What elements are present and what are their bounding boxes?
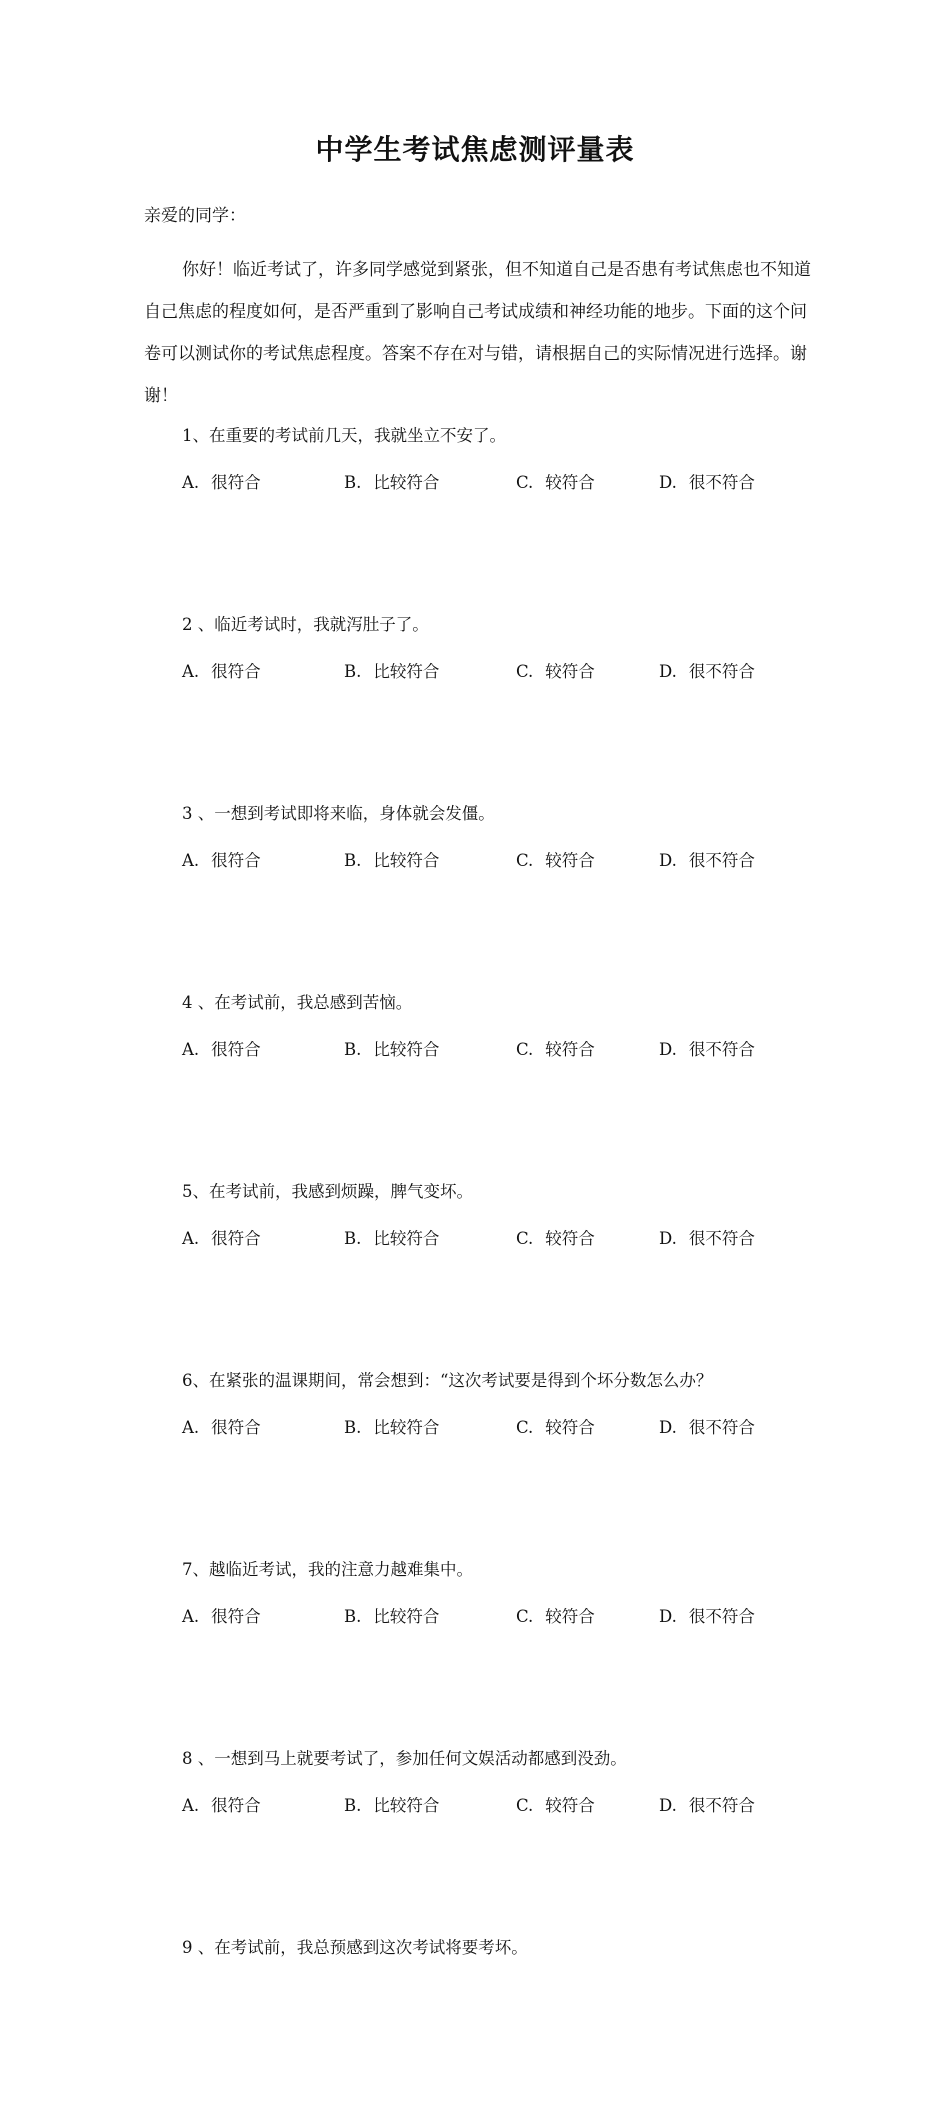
option-letter: A. — [182, 1418, 200, 1437]
answer-option-c[interactable] — [516, 1035, 595, 1065]
question-text: 8 、一想到马上就要考试了，参加任何文娱活动都感到没劲。 — [182, 1749, 627, 1768]
answer-option-d[interactable] — [659, 846, 755, 876]
option-label: 比较符合 — [373, 473, 440, 492]
question-text: 5、在考试前，我感到烦躁，脾气变坏。 — [182, 1182, 473, 1201]
answer-option-b[interactable] — [344, 657, 439, 687]
answer-options — [0, 1791, 950, 1821]
option-letter: D. — [659, 1040, 677, 1059]
question-item — [0, 1744, 950, 1933]
option-label: 很不符合 — [688, 851, 755, 870]
option-label: 比较符合 — [373, 1040, 440, 1059]
answer-option-a[interactable] — [182, 1602, 261, 1632]
answer-option-d[interactable] — [659, 1602, 755, 1632]
option-letter: A. — [182, 1229, 200, 1248]
answer-options — [0, 1413, 950, 1443]
question-item — [0, 799, 950, 988]
option-label: 比较符合 — [373, 1229, 440, 1248]
answer-option-d[interactable] — [659, 1791, 755, 1821]
option-label: 很不符合 — [688, 1040, 755, 1059]
option-letter: C. — [516, 851, 534, 870]
option-label: 很不符合 — [688, 473, 755, 492]
option-letter: A. — [182, 1796, 200, 1815]
answer-option-a[interactable] — [182, 468, 261, 498]
option-letter: D. — [659, 1796, 677, 1815]
option-letter: C. — [516, 473, 534, 492]
answer-options — [0, 468, 950, 498]
question-list — [0, 421, 950, 2122]
answer-option-b[interactable] — [344, 1791, 439, 1821]
answer-option-b[interactable] — [344, 1413, 439, 1443]
option-letter: A. — [182, 1607, 200, 1626]
option-letter: D. — [659, 851, 677, 870]
answer-option-a[interactable] — [182, 1413, 261, 1443]
answer-option-d[interactable] — [659, 1035, 755, 1065]
option-label: 很不符合 — [688, 1229, 755, 1248]
option-label: 很不符合 — [688, 1607, 755, 1626]
option-letter: C. — [516, 1229, 534, 1248]
answer-options — [0, 846, 950, 876]
option-label: 比较符合 — [373, 662, 440, 681]
question-item — [0, 988, 950, 1177]
question-item — [0, 1555, 950, 1744]
answer-option-c[interactable] — [516, 1413, 595, 1443]
option-label: 较符合 — [545, 851, 595, 870]
question-text: 1、在重要的考试前几天，我就坐立不安了。 — [182, 426, 506, 445]
option-letter: C. — [516, 1796, 534, 1815]
option-label: 很符合 — [211, 662, 261, 681]
answer-option-a[interactable] — [182, 1035, 261, 1065]
option-letter: D. — [659, 473, 677, 492]
option-letter: A. — [182, 851, 200, 870]
option-label: 很符合 — [211, 851, 261, 870]
question-item — [0, 1366, 950, 1555]
greeting: 亲爱的同学： — [144, 206, 246, 226]
answer-option-c[interactable] — [516, 846, 595, 876]
option-label: 很符合 — [211, 1229, 261, 1248]
answer-option-c[interactable] — [516, 1602, 595, 1632]
intro-paragraph: 你好！临近考试了，许多同学感觉到紧张，但不知道自己是否患有考试焦虑也不知道自己焦虑的程度如何，是否严重到了影响自己考试成绩和神经功能的地步。下面的这个问卷可以测试你的考试焦虑程度。答案不存在对与错，请根据自己的实际情况进行选择。谢谢！ — [144, 260, 811, 406]
option-letter: B. — [344, 851, 362, 870]
option-letter: B. — [344, 1607, 362, 1626]
question-text: 2 、临近考试时，我就泻肚子了。 — [182, 615, 429, 634]
option-letter: C. — [516, 1418, 534, 1437]
option-letter: D. — [659, 1229, 677, 1248]
option-letter: B. — [344, 1229, 362, 1248]
option-label: 较符合 — [545, 1796, 595, 1815]
option-label: 很符合 — [211, 473, 261, 492]
option-label: 很符合 — [211, 1040, 261, 1059]
answer-option-a[interactable] — [182, 657, 261, 687]
answer-option-a[interactable] — [182, 1791, 261, 1821]
option-label: 很符合 — [211, 1607, 261, 1626]
option-letter: A. — [182, 1040, 200, 1059]
option-letter: D. — [659, 662, 677, 681]
option-letter: D. — [659, 1418, 677, 1437]
option-letter: A. — [182, 473, 200, 492]
option-label: 比较符合 — [373, 1796, 440, 1815]
answer-option-d[interactable] — [659, 1413, 755, 1443]
option-letter: B. — [344, 1418, 362, 1437]
answer-options — [0, 1035, 950, 1065]
answer-option-b[interactable] — [344, 1602, 439, 1632]
option-letter: C. — [516, 662, 534, 681]
option-label: 很不符合 — [688, 662, 755, 681]
answer-options — [0, 1224, 950, 1254]
option-label: 比较符合 — [373, 1607, 440, 1626]
question-item — [0, 1933, 950, 2122]
question-text: 3 、一想到考试即将来临，身体就会发僵。 — [182, 804, 495, 823]
answer-option-c[interactable] — [516, 468, 595, 498]
question-text: 4 、在考试前，我总感到苦恼。 — [182, 993, 413, 1012]
option-label: 很不符合 — [688, 1418, 755, 1437]
option-label: 较符合 — [545, 1418, 595, 1437]
answer-option-b[interactable] — [344, 1035, 439, 1065]
option-label: 较符合 — [545, 473, 595, 492]
option-letter: B. — [344, 662, 362, 681]
option-label: 很符合 — [211, 1796, 261, 1815]
answer-option-a[interactable] — [182, 1224, 261, 1254]
question-item — [0, 1177, 950, 1366]
question-text: 6、在紧张的温课期间，常会想到：“这次考试要是得到个坏分数怎么办？ — [182, 1371, 713, 1390]
option-label: 较符合 — [545, 1040, 595, 1059]
answer-options — [0, 657, 950, 687]
option-label: 较符合 — [545, 1229, 595, 1248]
option-label: 很不符合 — [688, 1796, 755, 1815]
option-letter: D. — [659, 1607, 677, 1626]
question-item — [0, 610, 950, 799]
option-letter: C. — [516, 1607, 534, 1626]
question-text: 7、越临近考试，我的注意力越难集中。 — [182, 1560, 473, 1579]
option-letter: B. — [344, 473, 362, 492]
option-label: 很符合 — [211, 1418, 261, 1437]
option-letter: B. — [344, 1040, 362, 1059]
option-letter: B. — [344, 1796, 362, 1815]
option-label: 较符合 — [545, 1607, 595, 1626]
answer-option-c[interactable] — [516, 1791, 595, 1821]
option-letter: C. — [516, 1040, 534, 1059]
answer-option-b[interactable] — [344, 1224, 439, 1254]
option-label: 比较符合 — [373, 1418, 440, 1437]
option-label: 较符合 — [545, 662, 595, 681]
question-text: 9 、在考试前，我总预感到这次考试将要考坏。 — [182, 1938, 528, 1957]
answer-option-d[interactable] — [659, 468, 755, 498]
answer-option-d[interactable] — [659, 1224, 755, 1254]
answer-option-b[interactable] — [344, 468, 439, 498]
option-label: 比较符合 — [373, 851, 440, 870]
answer-option-a[interactable] — [182, 846, 261, 876]
question-item — [0, 421, 950, 610]
answer-option-b[interactable] — [344, 846, 439, 876]
answer-options — [0, 1602, 950, 1632]
page-title: 中学生考试焦虑测评量表 — [315, 133, 635, 166]
answer-option-c[interactable] — [516, 657, 595, 687]
answer-option-c[interactable] — [516, 1224, 595, 1254]
answer-option-d[interactable] — [659, 657, 755, 687]
option-letter: A. — [182, 662, 200, 681]
